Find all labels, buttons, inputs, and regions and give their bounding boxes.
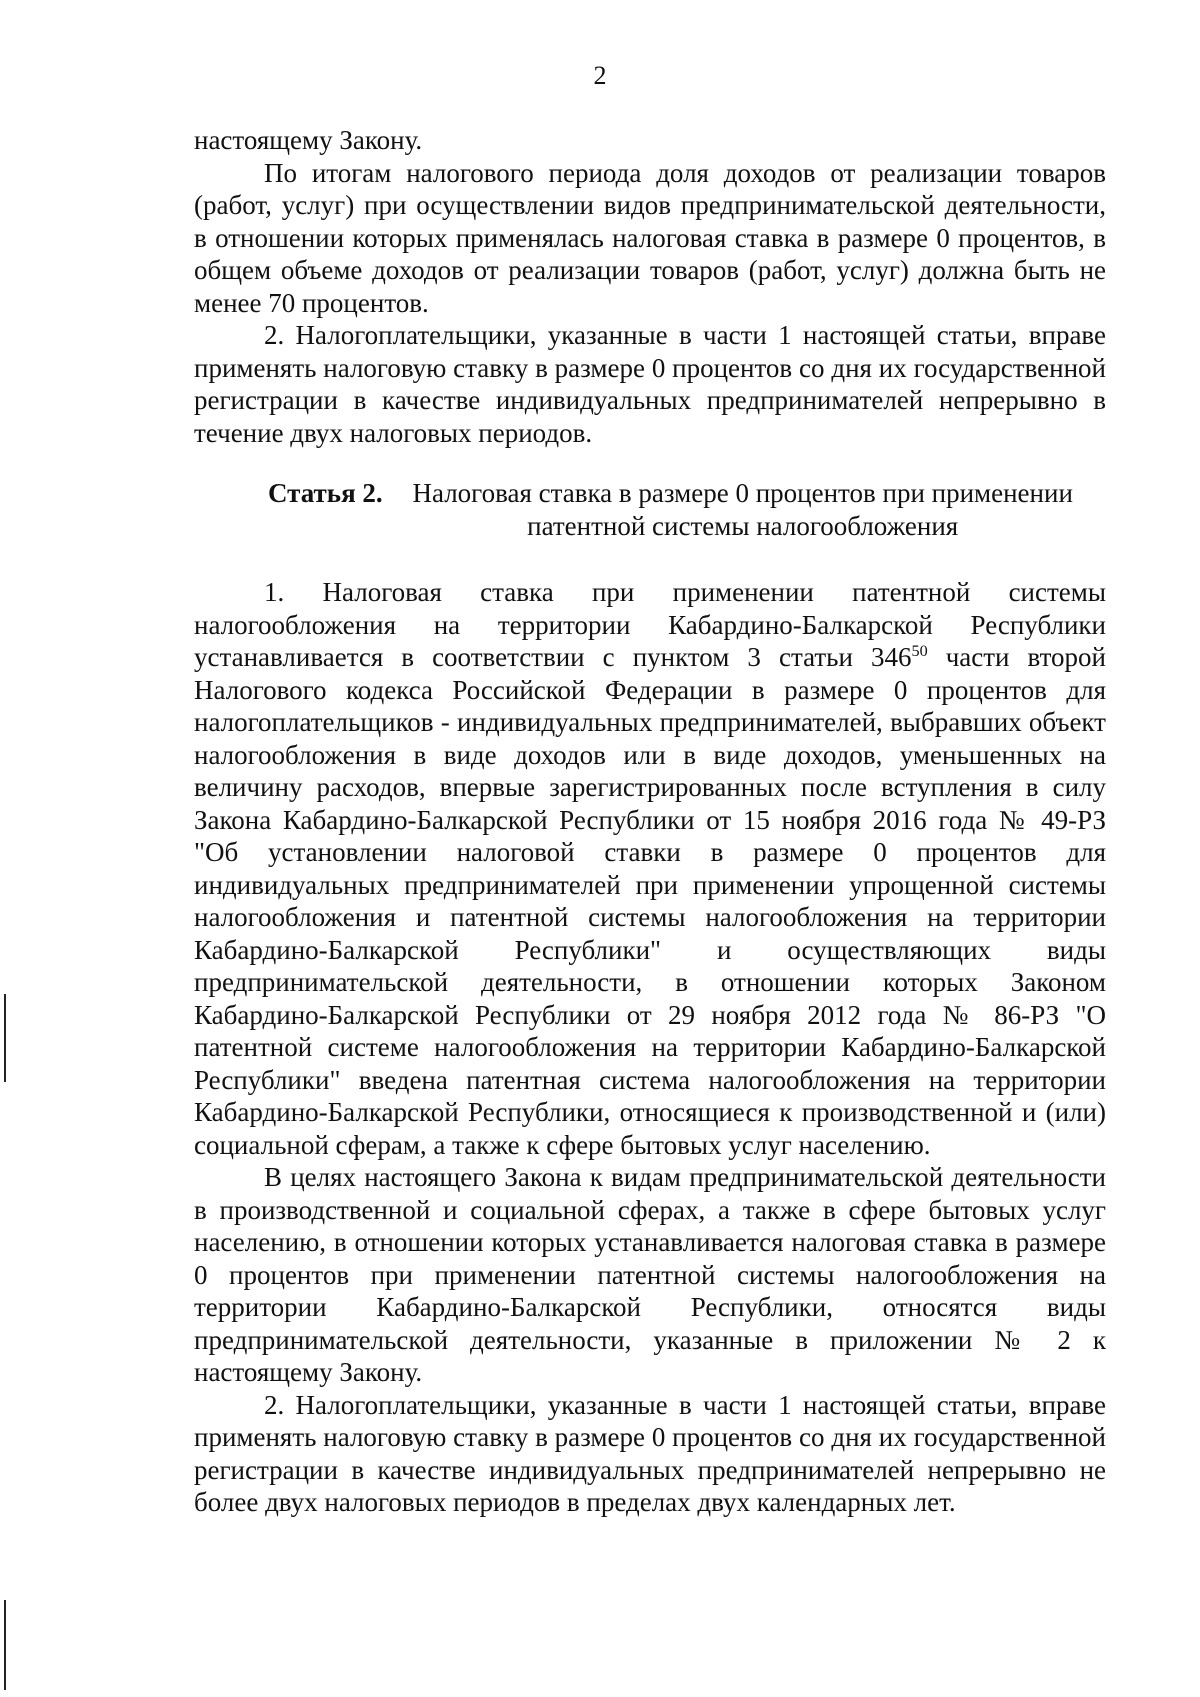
paragraph: По итогам налогового периода доля доходов от реализации товаров (работ, услуг) при осуществлении видов предпринимательской деятельности, в отношении которых применялась налоговая ставка в размере 0 процентов, в общем объеме доходов от реализации товаров (работ, услуг) должна быть не менее 70 процентов.: [194, 157, 1106, 318]
paragraph: 2. Налогоплательщики, указанные в части 1 настоящей статьи, вправе применять налоговую ставку в размере 0 процентов со дня их государственной регистрации в качестве индивидуальных предпринимателей непрерывно не более двух налоговых периодов в пределах двух календарных лет.: [194, 1389, 1106, 1517]
scan-edge-mark: [4, 994, 6, 1082]
superscript: 50: [911, 642, 928, 660]
document-body: [194, 124, 1106, 1519]
paragraph: 2. Налогоплательщики, указанные в части 1 настоящей статьи, вправе применять налоговую ставку в размере 0 процентов со дня их государственной регистрации в качестве индивидуальных предпринимателей непрерывно в течение двух налоговых периодов.: [194, 320, 1106, 448]
paragraph-text: 1. Налоговая ставка при применении патентной системы налогообложения на территории Кабардино-Балкарской Республики устанавливается в соответствии с пунктом 3 статьи 346: [194, 577, 1106, 672]
paragraph: В целях настоящего Закона к видам предпринимательской деятельности в производственной и социальной сферах, а также в сфере бытовых услуг населению, в отношении которых устанавливается налоговая ставка в размере 0 процентов при применении патентной системы налогообложения на территории Кабардино-Балкарской Республики, относятся виды предпринимательской деятельности, указанные в приложении № 2 к настоящему Закону.: [194, 1162, 1106, 1387]
article-title: [393, 477, 1093, 542]
paragraph-text: части второй Налогового кодекса Российской Федерации в размере 0 процентов для налогоплательщиков - индивидуальных предпринимателей, выбравших объект налогообложения в виде доходов или в виде доходов, уменьшенных на величину расходов, впервые зарегистрированных после вступления в силу Закона Кабардино-Балкарской Республики от 15 ноября 2016 года № 49-РЗ "Об установлении налоговой ставки в размере 0 процентов для индивидуальных предпринимателей при применении упрощенной системы налогообложения и патентной системы налогообложения на территории Кабардино-Балкарской Республики" и осуществляющих виды предпринимательской деятельности, в отношении которых Законом Кабардино-Балкарской Республики от 29 ноября 2012 года № 86-РЗ "О патентной системе налогообложения на территории Кабардино-Балкарской Республики" введена патентная система налогообложения на территории Кабардино-Балкарской Республики, относящиеся к производственной и (или) социальной сферам, а также к сфере бытовых услуг населению.: [194, 642, 1107, 1160]
page-number: 2: [593, 61, 607, 90]
article-heading: [194, 477, 1106, 542]
article-label: Статья 2.: [268, 478, 383, 508]
scan-edge-mark: [4, 1600, 6, 1690]
article-title-line: Налоговая ставка в размере 0 процентов при применении: [412, 478, 1073, 508]
paragraph: настоящему Закону.: [194, 125, 423, 155]
paragraph: [194, 576, 1106, 1161]
article-title-line: патентной системы налогообложения: [527, 510, 959, 541]
